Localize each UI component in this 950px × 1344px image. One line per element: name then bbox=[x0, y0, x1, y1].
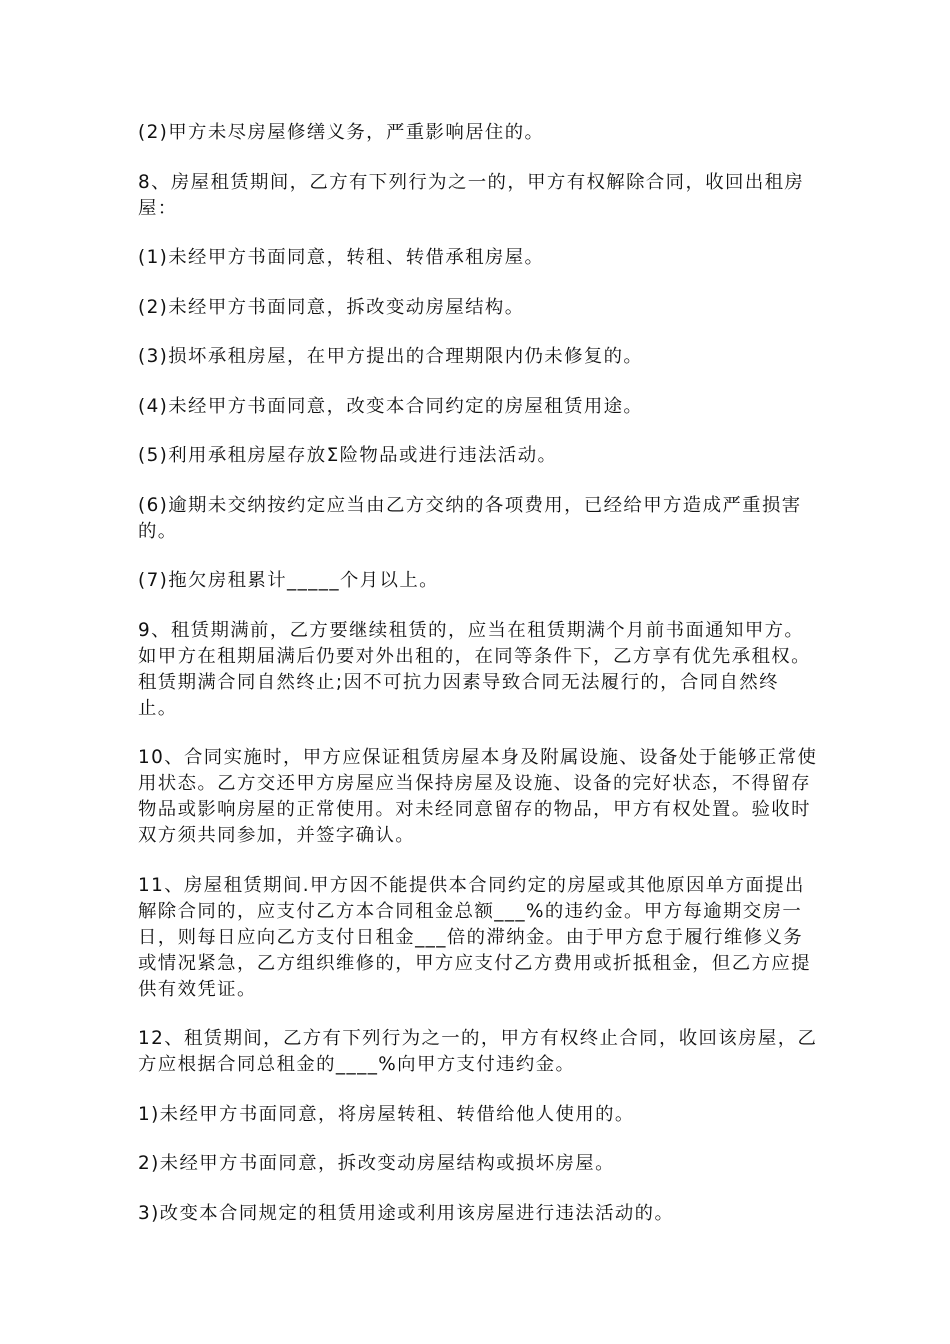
clause-12-item-3: 3)改变本合同规定的租赁用途或利用该房屋进行违法活动的。 bbox=[138, 1202, 675, 1224]
clause-9: 9、租赁期满前，乙方要继续租赁的，应当在租赁期满个月前书面通知甲方。如甲方在租期届满后仍要对外出租的，在同等条件下，乙方享有优先承租权。租赁期满合同自然终止;因不可抗力因素导致合同无法履行的，合同自然终止。 bbox=[138, 619, 811, 719]
clause-12-item-1: 1)未经甲方书面同意，将房屋转租、转借给他人使用的。 bbox=[138, 1103, 635, 1125]
clause-12-item-2: 2)未经甲方书面同意，拆改变动房屋结构或损坏房屋。 bbox=[138, 1153, 615, 1174]
clause-11: 11、房屋租赁期间.甲方因不能提供本合同约定的房屋或其他原因单方面提出解除合同的，应支付乙方本合同租金总额___%的违约金。甲方每逾期交房一日，则每日应向乙方支付日租金___倍的滞纳金。由于甲方怠于履行维修义务或情况紧急，乙方组织维修的，甲方应支付乙方费用或折抵租金，但乙方应提供有效凭证。 bbox=[138, 874, 811, 1000]
document-body bbox=[138, 120, 818, 1250]
clause-8-item-2: (2)未经甲方书面同意，拆改变动房屋结构。 bbox=[138, 296, 525, 318]
clause-8-item-5: (5)利用承租房屋存放Σ险物品或进行违法活动。 bbox=[138, 445, 558, 466]
clause-8-item-4: (4)未经甲方书面同意，改变本合同约定的房屋租赁用途。 bbox=[138, 395, 644, 417]
clause-8-item-7: (7)拖欠房租累计_____个月以上。 bbox=[138, 570, 439, 591]
clause-8-item-1: (1)未经甲方书面同意，转租、转借承租房屋。 bbox=[138, 247, 545, 268]
clause-8-item-6: (6)逾期未交纳按约定应当由乙方交纳的各项费用，已经给甲方造成严重损害的。 bbox=[138, 494, 802, 542]
clause-10: 10、合同实施时，甲方应保证租赁房屋本身及附属设施、设备处于能够正常使用状态。乙方交还甲方房屋应当保持房屋及设施、设备的完好状态，不得留存物品或影响房屋的正常使用。对未经同意留存的物品，甲方有权处置。验收时双方须共同参加，并签字确认。 bbox=[138, 747, 818, 846]
clause-8-heading: 8、房屋租赁期间，乙方有下列行为之一的，甲方有权解除合同，收回出租房屋： bbox=[138, 171, 805, 219]
clause-12-heading: 12、租赁期间，乙方有下列行为之一的，甲方有权终止合同，收回该房屋，乙方应根据合同总租金的____%向甲方支付违约金。 bbox=[138, 1028, 818, 1075]
clause-7-item-2: (2)甲方未尽房屋修缮义务，严重影响居住的。 bbox=[138, 122, 545, 143]
clause-8-item-3: (3)损坏承租房屋，在甲方提出的合理期限内仍未修复的。 bbox=[138, 346, 644, 367]
